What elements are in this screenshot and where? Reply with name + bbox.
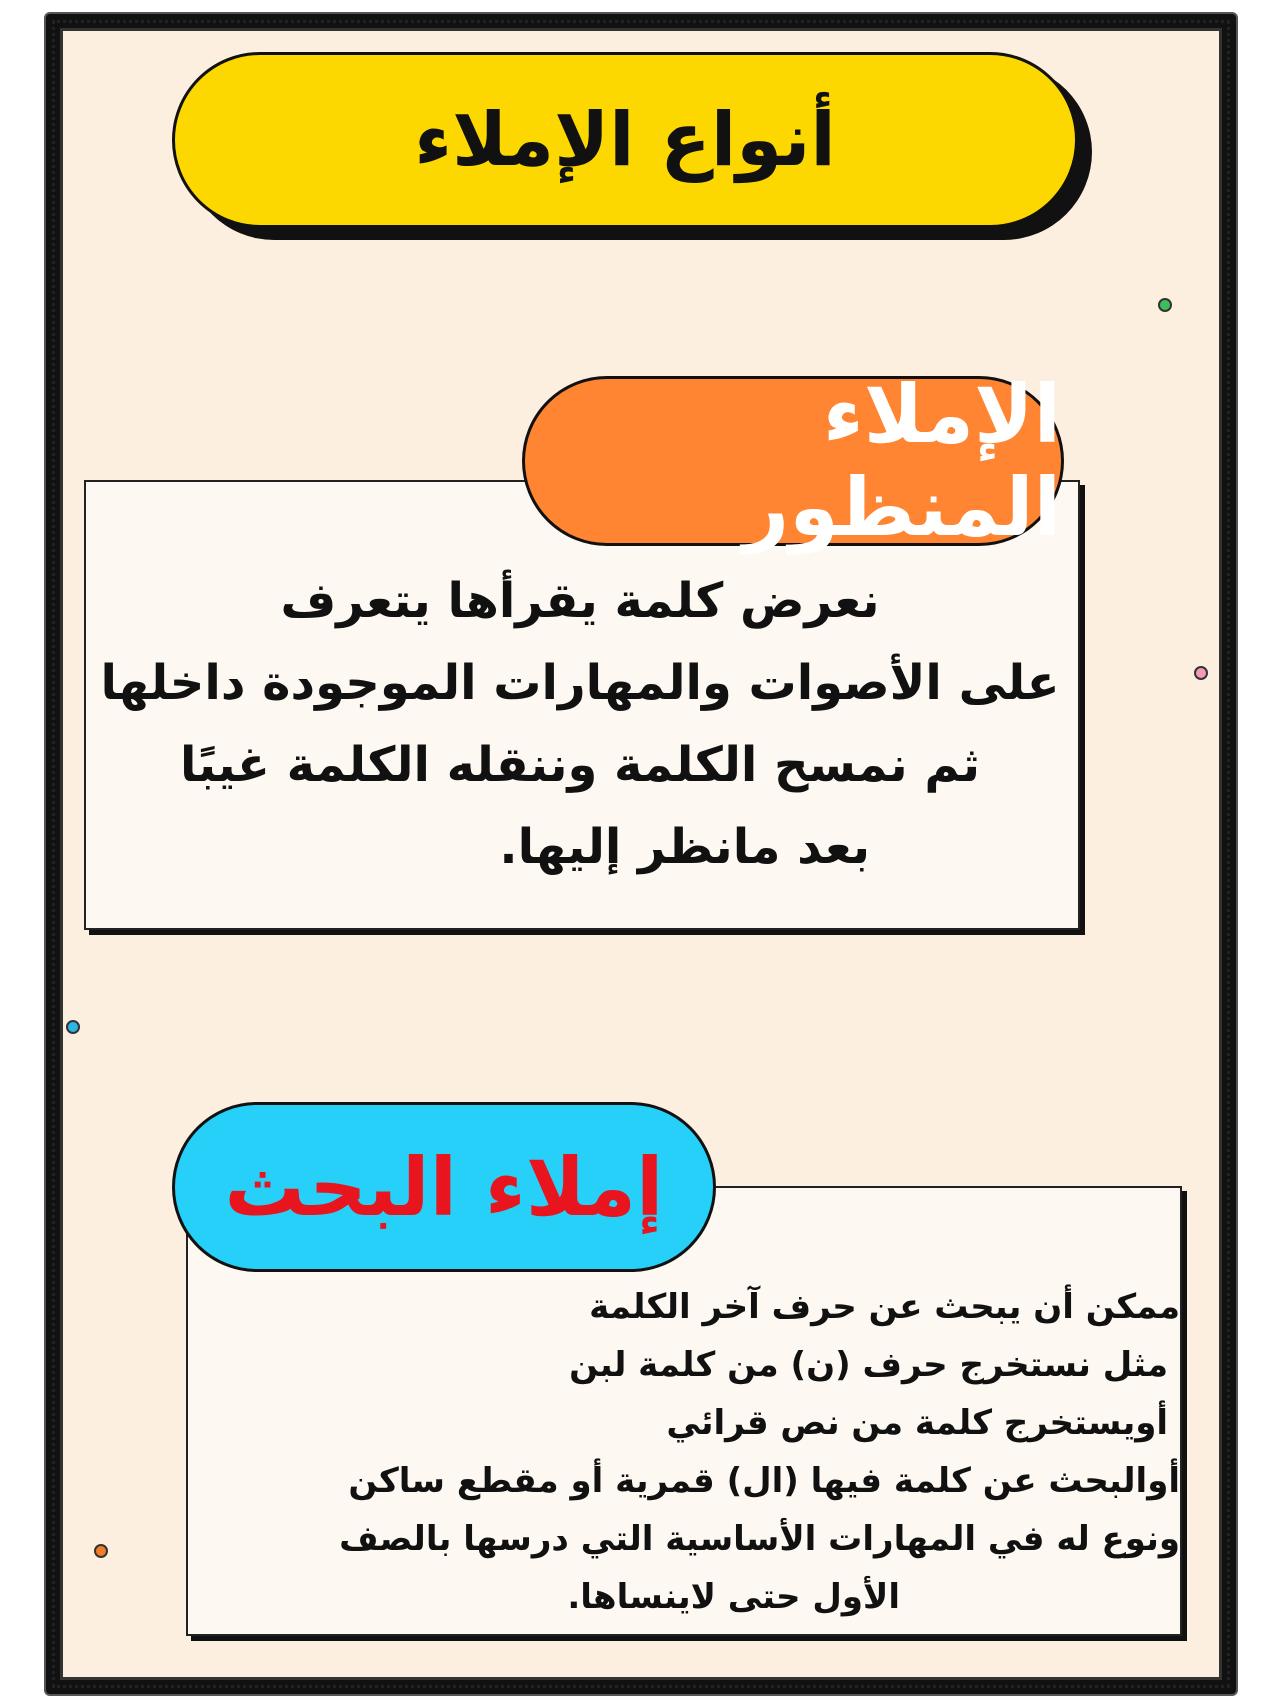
body-line: ممكن أن يبحث عن حرف آخر الكلمة — [589, 1287, 1180, 1327]
body-line: أوالبحث عن كلمة فيها (ال) قمرية أو مقطع ساكن — [348, 1461, 1180, 1501]
decor-dot-blue — [66, 1020, 80, 1034]
section-heading-pill-search-dictation — [172, 1102, 716, 1272]
page-title: أنواع الإملاء — [414, 97, 836, 183]
section-heading-pill-visual-dictation — [522, 368, 1064, 554]
section-body-visual-dictation — [100, 560, 1060, 888]
title-banner — [172, 52, 1078, 228]
body-line: على الأصوات والمهارات الموجودة داخلها — [100, 655, 1060, 711]
body-line: ثم نمسح الكلمة وننقله الكلمة غيبًا — [179, 737, 981, 793]
section-heading-search-dictation: إملاء البحث — [224, 1140, 664, 1234]
decor-dot-orange — [94, 1544, 108, 1558]
section-heading-visual-dictation: الإملاء المنظور — [743, 368, 1061, 554]
body-line: ونوع له في المهارات الأساسية التي درسها بالصف — [339, 1519, 1180, 1559]
body-line: نعرض كلمة يقرأها يتعرف — [280, 573, 880, 629]
body-line: بعد مانظر إليها. — [499, 819, 870, 875]
body-line: الأول حتى لاينساها. — [567, 1577, 900, 1617]
section-body-search-dictation — [300, 1278, 1180, 1626]
decor-dot-pink — [1194, 666, 1208, 680]
body-line: مثل نستخرج حرف (ن) من كلمة لبن — [569, 1345, 1168, 1385]
decor-dot-green — [1158, 298, 1172, 312]
body-line: أويستخرج كلمة من نص قرائي — [666, 1403, 1168, 1443]
